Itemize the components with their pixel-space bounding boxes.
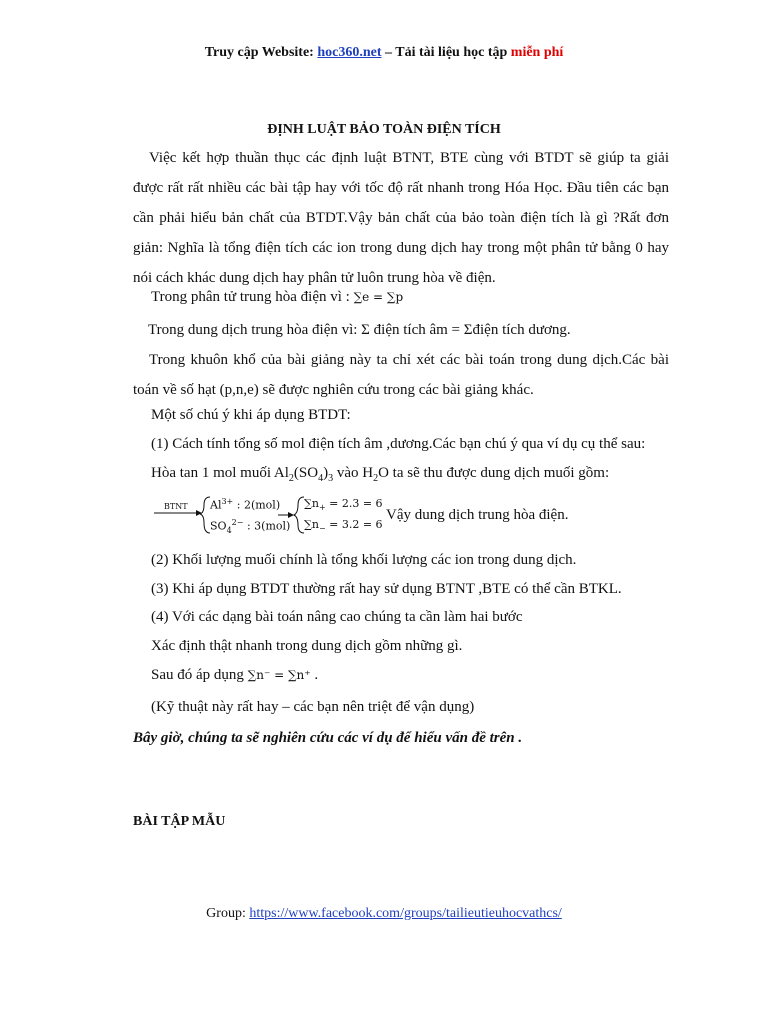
document-title: ĐỊNH LUẬT BẢO TOÀN ĐIỆN TÍCH: [267, 122, 501, 137]
step-1: Xác định thật nhanh trong dung dịch gồm những gì.: [151, 638, 463, 654]
al-mol: : 2(mol): [233, 498, 281, 512]
notes-heading: Một số chú ý khi áp dụng BTDT:: [151, 407, 351, 423]
so-charge: 2−: [231, 518, 244, 527]
tip-line: (Kỹ thuật này rất hay – các bạn nên triệt để vận dụng): [151, 699, 475, 715]
intro-text: Việc kết hợp thuần thục các định luật BTNT, BTE cùng với BTDT sẽ giúp ta giải được rất rất nhiều các bài tập hay với tốc độ rất nhanh trong Hóa Học. Đầu tiên các bạn cần phải hiểu bản chất của BTDT.Vậy bản chất của bảo toàn điện tích là gì ?Rất đơn giản: Nghĩa là tổng điện tích các ion trong dung dịch hay trong một phân tử bằng 0 hay nói cách khác dung dịch hay phân tử luôn trung hòa về điện.: [133, 150, 669, 286]
ion-system: [150, 494, 390, 538]
molecule-formula: ∑e = ∑p: [353, 290, 404, 304]
free-label: miễn phí: [510, 45, 564, 60]
step-2-formula: ∑n⁻ = ∑n⁺: [247, 668, 311, 682]
step-2: [151, 666, 318, 684]
sub-2: 2: [288, 473, 294, 484]
conclusion: Vậy dung dịch trung hòa điện.: [386, 507, 569, 523]
molecule-text: Trong phân tử trung hòa điện vì :: [151, 289, 354, 305]
dissolve-c: ): [323, 465, 329, 481]
scope-text: Trong khuôn khổ của bài giảng này ta chỉ xét các bài toán trong dung dịch.Các bài toán về số hạt (p,n,e) sẽ được nghiên cứu trong các bài giảng khác.: [133, 352, 669, 398]
molecule-line: [151, 288, 403, 306]
minus-sub: −: [318, 524, 326, 534]
header-middle: – Tải tài liệu học tập: [381, 45, 511, 60]
dissolve-e: O ta sẽ thu được dung dịch muối gồm:: [378, 465, 610, 481]
pos-sum: [304, 497, 383, 512]
so-symbol: SO: [210, 519, 227, 533]
pos-eq: = 2.3 = 6: [325, 497, 383, 510]
dissolve-b: (SO: [293, 465, 319, 481]
solution-line: Trong dung dịch trung hòa điện vì: Σ điện tích âm = Σđiện tích dương.: [148, 322, 571, 338]
scope-paragraph: [133, 345, 669, 405]
al-charge: 3+: [221, 497, 234, 506]
intro-paragraph: [133, 143, 669, 293]
page-footer: [0, 905, 768, 923]
footer-label: Group:: [206, 906, 250, 921]
note-4: (4) Với các dạng bài toán nâng cao chúng ta cần làm hai bước: [151, 609, 523, 625]
al-ion: [210, 497, 280, 512]
pos-sum-symbol: ∑n: [304, 497, 319, 510]
dissolve-a: Hòa tan 1 mol muối Al: [151, 465, 289, 481]
footer-link[interactable]: https://www.facebook.com/groups/tailieutieuhocvathcs/: [249, 906, 562, 921]
step-2-end: .: [310, 667, 319, 683]
dissolve-d: vào H: [333, 465, 374, 481]
site-link[interactable]: hoc360.net: [317, 45, 382, 60]
header-prefix: Truy cập Website:: [204, 45, 318, 60]
so-mol: : 3(mol): [243, 519, 291, 533]
plus-sub: +: [318, 503, 326, 513]
so-sub: 4: [226, 525, 232, 535]
so4-ion: [210, 518, 290, 535]
section-heading: BÀI TẬP MẪU: [133, 814, 226, 829]
btnt-label: BTNT: [164, 502, 188, 511]
now-line: Bây giờ, chúng ta sẽ nghiên cứu các ví dụ để hiểu vấn đề trên .: [133, 730, 523, 746]
dissolve-line: [151, 464, 609, 488]
note-1: (1) Cách tính tổng số mol điện tích âm ,dương.Các bạn chú ý qua ví dụ cụ thể sau:: [151, 436, 646, 452]
page-header: [0, 44, 768, 62]
neg-sum-symbol: ∑n: [304, 518, 319, 531]
sub-2b: 2: [373, 473, 379, 484]
al-symbol: Al: [210, 498, 222, 512]
sub-4: 4: [318, 473, 324, 484]
note-2: (2) Khối lượng muối chính là tổng khối lượng các ion trong dung dịch.: [151, 552, 577, 568]
neg-sum: [304, 518, 383, 533]
sub-3: 3: [328, 473, 334, 484]
note-3: (3) Khi áp dụng BTDT thường rất hay sử dụng BTNT ,BTE có thể cần BTKL.: [151, 581, 622, 597]
neg-eq: = 3.2 = 6: [325, 518, 383, 531]
step-2-text: Sau đó áp dụng: [151, 667, 248, 683]
